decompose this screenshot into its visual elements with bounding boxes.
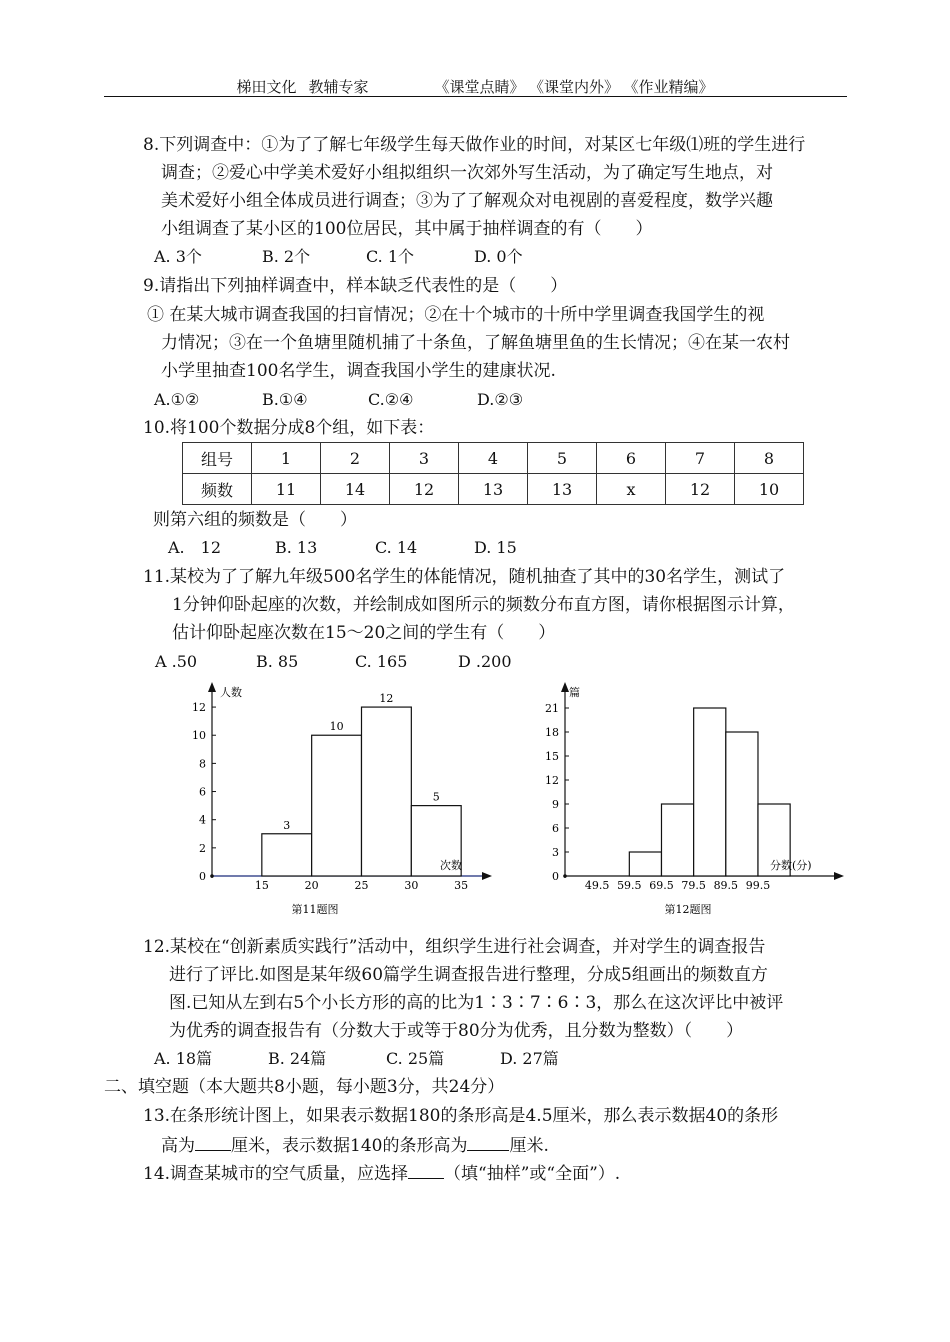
q9-line-4: 小学里抽查100名学生，调查我国小学生的建康状况.: [161, 361, 556, 381]
table-cell: 14: [321, 474, 390, 505]
q8-option-b: B. 2个: [262, 247, 311, 266]
q9-line-2: ① 在某大城市调查我国的扫盲情况；②在十个城市的十所中学里调查我国学生的视: [147, 305, 765, 325]
header-company: 梯田文化: [236, 78, 297, 96]
y-tick-label: 8: [199, 757, 206, 771]
q13-line-2: [161, 1134, 549, 1157]
q12-option-b: B. 24篇: [268, 1049, 327, 1068]
y-tick-label: 3: [552, 846, 559, 859]
header-rule: [104, 96, 847, 97]
table-cell: 11: [252, 474, 321, 505]
q8-line-3: 美术爱好小组全体成员进行调查；③为了了解观众对电视剧的喜爱程度，数学兴趣: [161, 191, 773, 211]
q8-line-2: 调查；②爱心中学美术爱好小组拟组织一次郊外写生活动，为了确定写生地点，对: [161, 163, 773, 183]
table-cell: x: [597, 474, 666, 505]
q13-text-c: 厘米.: [509, 1136, 549, 1156]
q11-option-c: C. 165: [355, 652, 408, 671]
q13-line-1: 13.在条形统计图上，如果表示数据180的条形高是4.5厘米，那么表示数据40的条形: [143, 1106, 779, 1126]
y-tick-label: 4: [199, 813, 206, 827]
q13-text-b: 厘米，表示数据140的条形高为: [231, 1136, 468, 1156]
x-tick-label: 99.5: [745, 879, 771, 892]
figure-caption: 第11题图: [291, 903, 339, 916]
q8-option-d: D. 0个: [474, 247, 523, 266]
histogram-bar: [629, 852, 661, 876]
table-row-group: [183, 443, 804, 474]
histogram-bar: [312, 735, 362, 876]
y-tick-label: 15: [545, 750, 559, 763]
q9-option-c: C.②④: [368, 390, 414, 409]
q12-option-d: D. 27篇: [500, 1049, 559, 1068]
table-cell: 频数: [183, 474, 252, 505]
q12-line-1: 12.某校在“创新素质实践行”活动中，组织学生进行社会调查，并对学生的调查报告: [143, 937, 766, 957]
answer-blank[interactable]: [467, 1134, 509, 1151]
header-slogan: 教辅专家: [308, 78, 369, 96]
q8-option-c: C. 1个: [366, 247, 415, 266]
y-tick-label: 6: [199, 785, 206, 799]
table-cell: 8: [735, 443, 804, 474]
histogram-bar: [726, 732, 758, 876]
table-cell: 6: [597, 443, 666, 474]
table-cell: 3: [390, 443, 459, 474]
table-cell: 12: [390, 474, 459, 505]
y-tick-label: 10: [192, 729, 206, 743]
answer-blank[interactable]: [195, 1134, 231, 1151]
q10-option-d: D. 15: [474, 538, 517, 557]
table-cell: 13: [528, 474, 597, 505]
q12-line-3: 图.已知从左到右5个小长方形的高的比为1∶3∶7∶6∶3，那么在这次评比中被评: [169, 993, 784, 1013]
histogram-bar: [661, 804, 693, 876]
table-row-frequency: [183, 474, 804, 505]
y-tick-label: 0: [552, 870, 559, 883]
x-tick-label: 59.5: [617, 879, 642, 892]
y-axis-label: 篇: [569, 686, 580, 699]
x-tick-label: 79.5: [681, 879, 706, 892]
q10-option-c: C. 14: [375, 538, 418, 557]
x-tick-label: 15: [254, 879, 269, 892]
table-cell: 组号: [183, 443, 252, 474]
y-tick-label: 12: [192, 701, 206, 715]
x-tick-label: 49.5: [584, 879, 610, 892]
y-tick-label: 9: [552, 798, 559, 811]
q10-question: 则第六组的频数是（ ）: [153, 510, 357, 530]
y-tick-label: 2: [199, 841, 206, 855]
bar-value-label: 5: [432, 790, 440, 804]
q12-option-a: A. 18篇: [154, 1049, 213, 1068]
q11-option-a: A .50: [155, 652, 198, 671]
header-book-1: 《课堂点睛》: [434, 78, 525, 96]
q11-option-d: D .200: [458, 652, 512, 671]
histogram-bar: [262, 834, 312, 876]
y-tick-label: 0: [199, 870, 206, 883]
y-axis-label: 人数: [220, 686, 242, 699]
x-tick-label: 25: [354, 879, 369, 892]
table-cell: 13: [459, 474, 528, 505]
q12-line-4: 为优秀的调查报告有（分数大于或等于80分为优秀，且分数为整数）（ ）: [169, 1021, 744, 1041]
bar-value-label: 10: [329, 720, 344, 734]
x-tick-label: 35: [454, 879, 469, 892]
x-tick-label: 20: [304, 879, 319, 892]
histogram-q12: [520, 680, 850, 930]
q9-option-b: B.①④: [262, 390, 308, 409]
header-book-3: 《作业精编》: [631, 78, 714, 96]
table-cell: 7: [666, 443, 735, 474]
table-cell: 12: [666, 474, 735, 505]
page-header: [0, 76, 950, 97]
q9-option-d: D.②③: [477, 390, 524, 409]
q12-option-c: C. 25篇: [386, 1049, 445, 1068]
origin-dot: [210, 874, 214, 878]
q14-text-b: （填“抽样”或“全面”）.: [444, 1164, 621, 1184]
bar-value-label: 12: [379, 692, 394, 706]
question-14: [143, 1162, 620, 1185]
q13-text-a: 高为: [161, 1136, 195, 1156]
histogram-q11: [170, 680, 510, 930]
frequency-table: [182, 442, 804, 505]
q8-line-4: 小组调查了某小区的100位居民，其中属于抽样调查的有（ ）: [161, 219, 653, 239]
x-tick-label: 89.5: [713, 879, 739, 892]
origin-dot: [563, 874, 567, 878]
q8-line-1: 8.下列调查中：①为了了解七年级学生每天做作业的时间，对某区七年级⑴班的学生进行: [143, 135, 806, 155]
q8-option-a: A. 3个: [154, 247, 202, 266]
figure-caption: 第12题图: [664, 903, 712, 916]
y-axis-arrow: [561, 682, 569, 692]
histogram-bar: [694, 708, 726, 876]
q10-intro: 10.将100个数据分成8个组，如下表：: [143, 418, 435, 438]
table-cell: 4: [459, 443, 528, 474]
q14-text-a: 14.调查某城市的空气质量，应选择: [143, 1164, 409, 1184]
q10-option-a: A. 12: [168, 538, 222, 557]
section-2-title: 二、填空题（本大题共8小题，每小题3分，共24分）: [104, 1077, 505, 1097]
table-cell: 10: [735, 474, 804, 505]
y-tick-label: 21: [545, 702, 559, 715]
q11-option-b: B. 85: [256, 652, 299, 671]
y-axis-arrow: [208, 682, 216, 692]
bar-value-label: 3: [283, 818, 291, 832]
x-tick-label: 69.5: [649, 879, 674, 892]
y-tick-label: 6: [552, 822, 559, 835]
histogram-bar: [362, 707, 412, 876]
q9-line-1: 9.请指出下列抽样调查中，样本缺乏代表性的是（ ）: [143, 276, 568, 296]
x-axis-label: 次数: [440, 859, 462, 872]
x-axis-arrow: [482, 872, 492, 880]
table-cell: 2: [321, 443, 390, 474]
q11-line-3: 估计仰卧起座次数在15～20之间的学生有（ ）: [172, 623, 556, 643]
table-cell: 1: [252, 443, 321, 474]
q10-option-b: B. 13: [275, 538, 318, 557]
q12-line-2: 进行了评比.如图是某年级60篇学生调查报告进行整理，分成5组画出的频数直方: [169, 965, 768, 985]
header-book-2: 《课堂内外》: [536, 78, 620, 96]
q11-line-2: 1分钟仰卧起座的次数，并绘制成如图所示的频数分布直方图，请你根据图示计算，: [172, 595, 795, 615]
x-axis-label: 分数(分): [770, 859, 812, 872]
x-axis-arrow: [834, 872, 844, 880]
q11-line-1: 11.某校为了了解九年级500名学生的体能情况，随机抽查了其中的30名学生，测试了: [143, 567, 786, 587]
answer-blank[interactable]: [408, 1162, 444, 1179]
y-tick-label: 18: [545, 726, 559, 739]
x-tick-label: 30: [404, 879, 419, 892]
q9-line-3: 力情况；③在一个鱼塘里随机捕了十条鱼，了解鱼塘里鱼的生长情况；④在某一农村: [161, 333, 790, 353]
y-tick-label: 12: [545, 774, 559, 787]
table-cell: 5: [528, 443, 597, 474]
q9-option-a: A.①②: [154, 390, 200, 409]
